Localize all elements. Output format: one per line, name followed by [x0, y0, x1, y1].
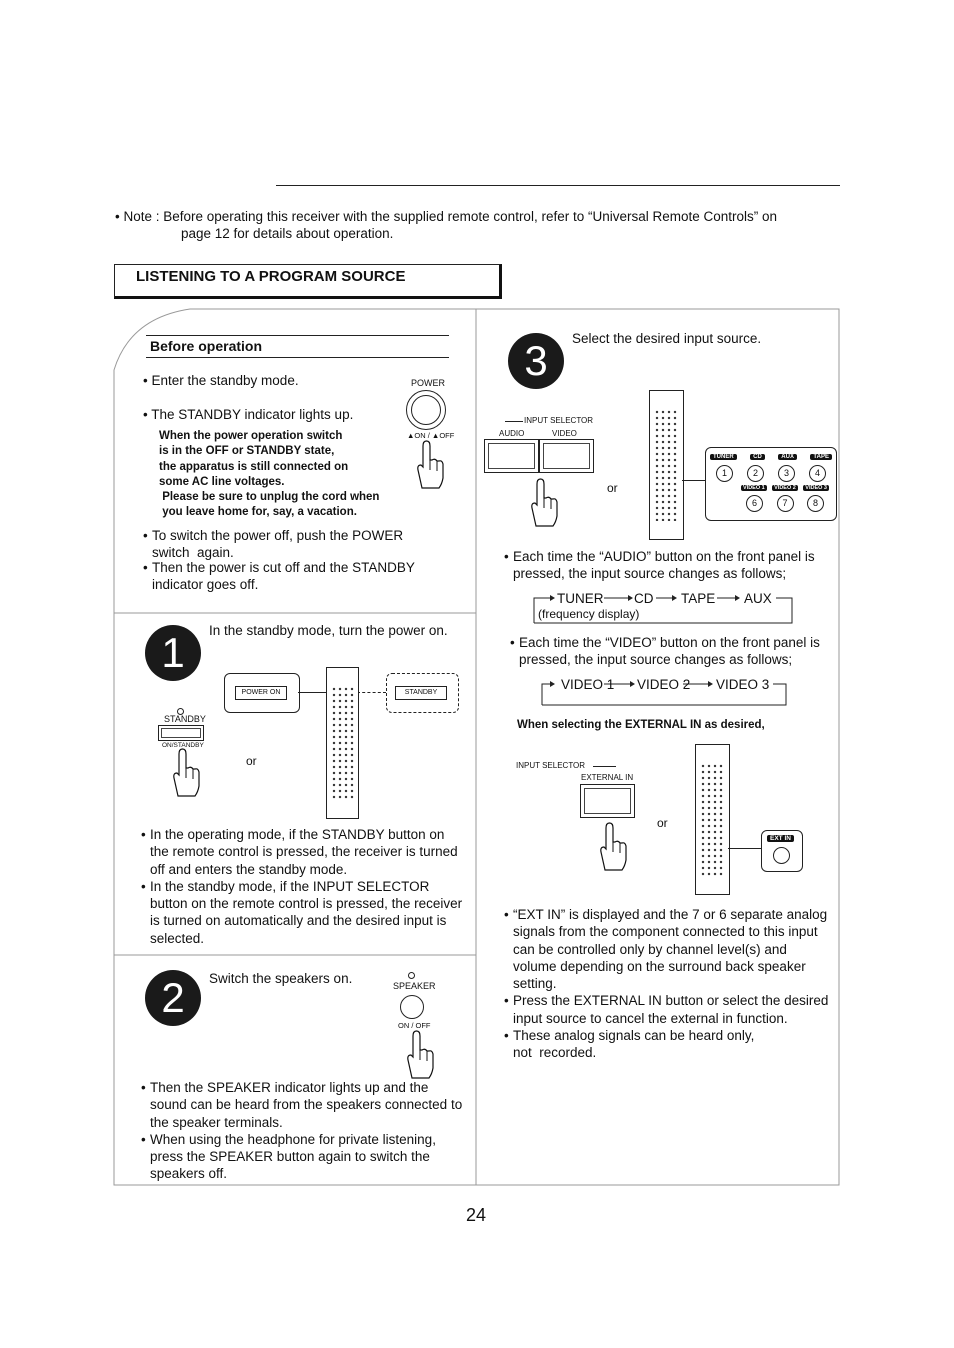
list-item: • Then the SPEAKER indicator lights up and the sound can be heard from the speakers connected to the speaker terminals.: [141, 1079, 463, 1131]
input-selector-label-2: INPUT SELECTOR: [516, 761, 586, 770]
power-onoff-label: ▲ON / ▲OFF: [407, 431, 455, 440]
before-heading-rule-top: [146, 335, 449, 336]
before-heading: Before operation: [150, 338, 263, 354]
step-3-text: Select the desired input source.: [572, 331, 762, 346]
key-8[interactable]: 8: [807, 495, 824, 512]
external-in-button[interactable]: [580, 784, 635, 818]
flow-video1: VIDEO 1: [561, 677, 615, 692]
power-warning: [159, 429, 379, 521]
callout-line: [682, 480, 706, 481]
cd-key-label: CD: [750, 454, 765, 460]
list-item: • Each time the “AUDIO” button on the front panel is pressed, the input source changes as follows;: [504, 548, 829, 583]
key-4[interactable]: 4: [809, 465, 826, 482]
video2-key-label: VIDEO 2: [774, 485, 796, 491]
list-item: • Each time the “VIDEO” button on the front panel is pressed, the input source changes as follows;: [510, 634, 832, 669]
audio-button[interactable]: [484, 439, 539, 473]
list-item: • When using the headphone for private listening, press the SPEAKER button again to switch the speakers off.: [141, 1131, 463, 1183]
warning-line: When the power operation switch: [159, 430, 343, 442]
flow-cd: CD: [634, 591, 654, 606]
note-line-2: page 12 for details about operation.: [181, 226, 394, 241]
callout-line: [357, 692, 386, 693]
flow-video3: VIDEO 3: [716, 677, 770, 692]
enter-standby-text: • Enter the standby mode.: [143, 373, 299, 388]
key-6[interactable]: 6: [746, 495, 763, 512]
video-button[interactable]: [539, 439, 594, 473]
video3-key-label: VIDEO 3: [805, 485, 827, 491]
list-item: • In the standby mode, if the INPUT SELECTOR button on the remote control is pressed, the receiver is turned on automatically and the desired input is selected.: [141, 878, 463, 947]
tape-key-label: TAPE: [810, 454, 832, 460]
ext-in-remote-button[interactable]: [773, 847, 790, 864]
standby-label: STANDBY: [164, 714, 206, 724]
hand-icon: [528, 478, 558, 528]
hand-icon: [404, 1030, 434, 1080]
warning-line: you leave home for, say, a vacation.: [159, 506, 357, 519]
key-1[interactable]: 1: [716, 465, 733, 482]
remote-number-row-bottom: [746, 495, 824, 512]
before-heading-rule-bottom: [146, 357, 449, 358]
audio-bullet: [504, 548, 829, 583]
input-selector-label: INPUT SELECTOR: [524, 416, 594, 425]
step-3-number: 3: [508, 333, 564, 389]
external-in-heading: When selecting the EXTERNAL IN as desired,: [517, 719, 765, 731]
key-7[interactable]: 7: [777, 495, 794, 512]
video-bullet: [510, 634, 832, 669]
warning-line: is in the OFF or STANDBY state,: [159, 445, 335, 458]
remote-control: [649, 390, 684, 540]
power-label: POWER: [411, 378, 446, 388]
freq-display-label: (frequency display): [538, 607, 640, 621]
or-label: or: [607, 481, 618, 495]
step-2-number: 2: [145, 970, 201, 1026]
standby-button-inner: [161, 728, 201, 738]
hand-icon: [414, 440, 444, 490]
flow-tuner: TUNER: [557, 591, 604, 606]
ext-in-key-label: EXT IN: [767, 835, 794, 842]
speaker-button[interactable]: [400, 995, 424, 1019]
warning-line: some AC line voltages.: [159, 475, 285, 488]
callout-line: [298, 692, 328, 693]
speaker-onoff-label: ON / OFF: [398, 1021, 431, 1030]
power-button-inner: [411, 395, 441, 425]
step-1-bullets: [141, 826, 463, 947]
list-item: • In the operating mode, if the STANDBY button on the remote control is pressed, the receiver is turned off and enters the standby mode.: [141, 826, 463, 878]
list-item: • Press the EXTERNAL IN button or select the desired input source to cancel the external in function.: [504, 992, 829, 1027]
warning-line: the apparatus is still connected on: [159, 460, 349, 473]
speaker-indicator-dot: [408, 972, 415, 979]
flow-tape: TAPE: [681, 591, 716, 606]
hand-icon: [597, 822, 627, 872]
audio-label: AUDIO: [499, 429, 525, 438]
remote-control: [695, 744, 730, 895]
remote-number-row-top: [716, 465, 826, 482]
input-selector-rule-2: [593, 766, 616, 767]
video-label: VIDEO: [552, 429, 577, 438]
power-on-button[interactable]: POWER ON: [235, 686, 287, 700]
flow-aux: AUX: [744, 591, 772, 606]
list-item: • Then the power is cut off and the STANDBY indicator goes off.: [143, 559, 461, 594]
remote-buttons-bottom: [741, 485, 829, 491]
list-item: • These analog signals can be heard only, not recorded.: [504, 1027, 829, 1062]
warning-line: Please be sure to unplug the cord when: [159, 491, 380, 504]
callout-line: [728, 848, 761, 849]
remote-buttons-top: [710, 454, 832, 460]
or-label: or: [246, 754, 257, 768]
video1-key-label: VIDEO 1: [743, 485, 765, 491]
step-1-text: In the standby mode, turn the power on.: [209, 623, 448, 638]
note-line-1: • Note : Before operating this receiver with the supplied remote control, refer to “Universal Remote Controls” on: [115, 209, 778, 224]
list-item: • “EXT IN” is displayed and the 7 or 6 separate analog signals from the component connected to this input can be controlled only by channel level(s) and volume depending on the surround back speaker setting.: [504, 906, 829, 992]
tuner-key-label: TUNER: [710, 454, 737, 460]
remote-control: [326, 667, 359, 819]
or-label: or: [657, 816, 668, 830]
flow-video2: VIDEO 2: [637, 677, 691, 692]
key-2[interactable]: 2: [747, 465, 764, 482]
external-in-label: EXTERNAL IN: [581, 773, 634, 782]
step-1-number: 1: [145, 625, 201, 681]
speaker-label: SPEAKER: [393, 981, 436, 991]
before-bullets: [143, 527, 461, 593]
standby-indicator-text: • The STANDBY indicator lights up.: [143, 407, 354, 422]
page-number: 24: [466, 1205, 487, 1225]
aux-key-label: AUX: [778, 454, 797, 460]
list-item: • To switch the power off, push the POWER switch again.: [143, 527, 461, 562]
onstandby-label: ON/STANDBY: [162, 742, 204, 749]
hand-icon: [170, 748, 200, 798]
input-selector-rule: [505, 421, 523, 422]
section-title: LISTENING TO A PROGRAM SOURCE: [136, 268, 406, 285]
step-2-bullets: [141, 1079, 463, 1183]
standby-remote-button[interactable]: STANDBY: [395, 686, 447, 700]
step-3-bullets: [504, 906, 829, 1062]
key-3[interactable]: 3: [778, 465, 795, 482]
step-2-text: Switch the speakers on.: [209, 971, 353, 986]
